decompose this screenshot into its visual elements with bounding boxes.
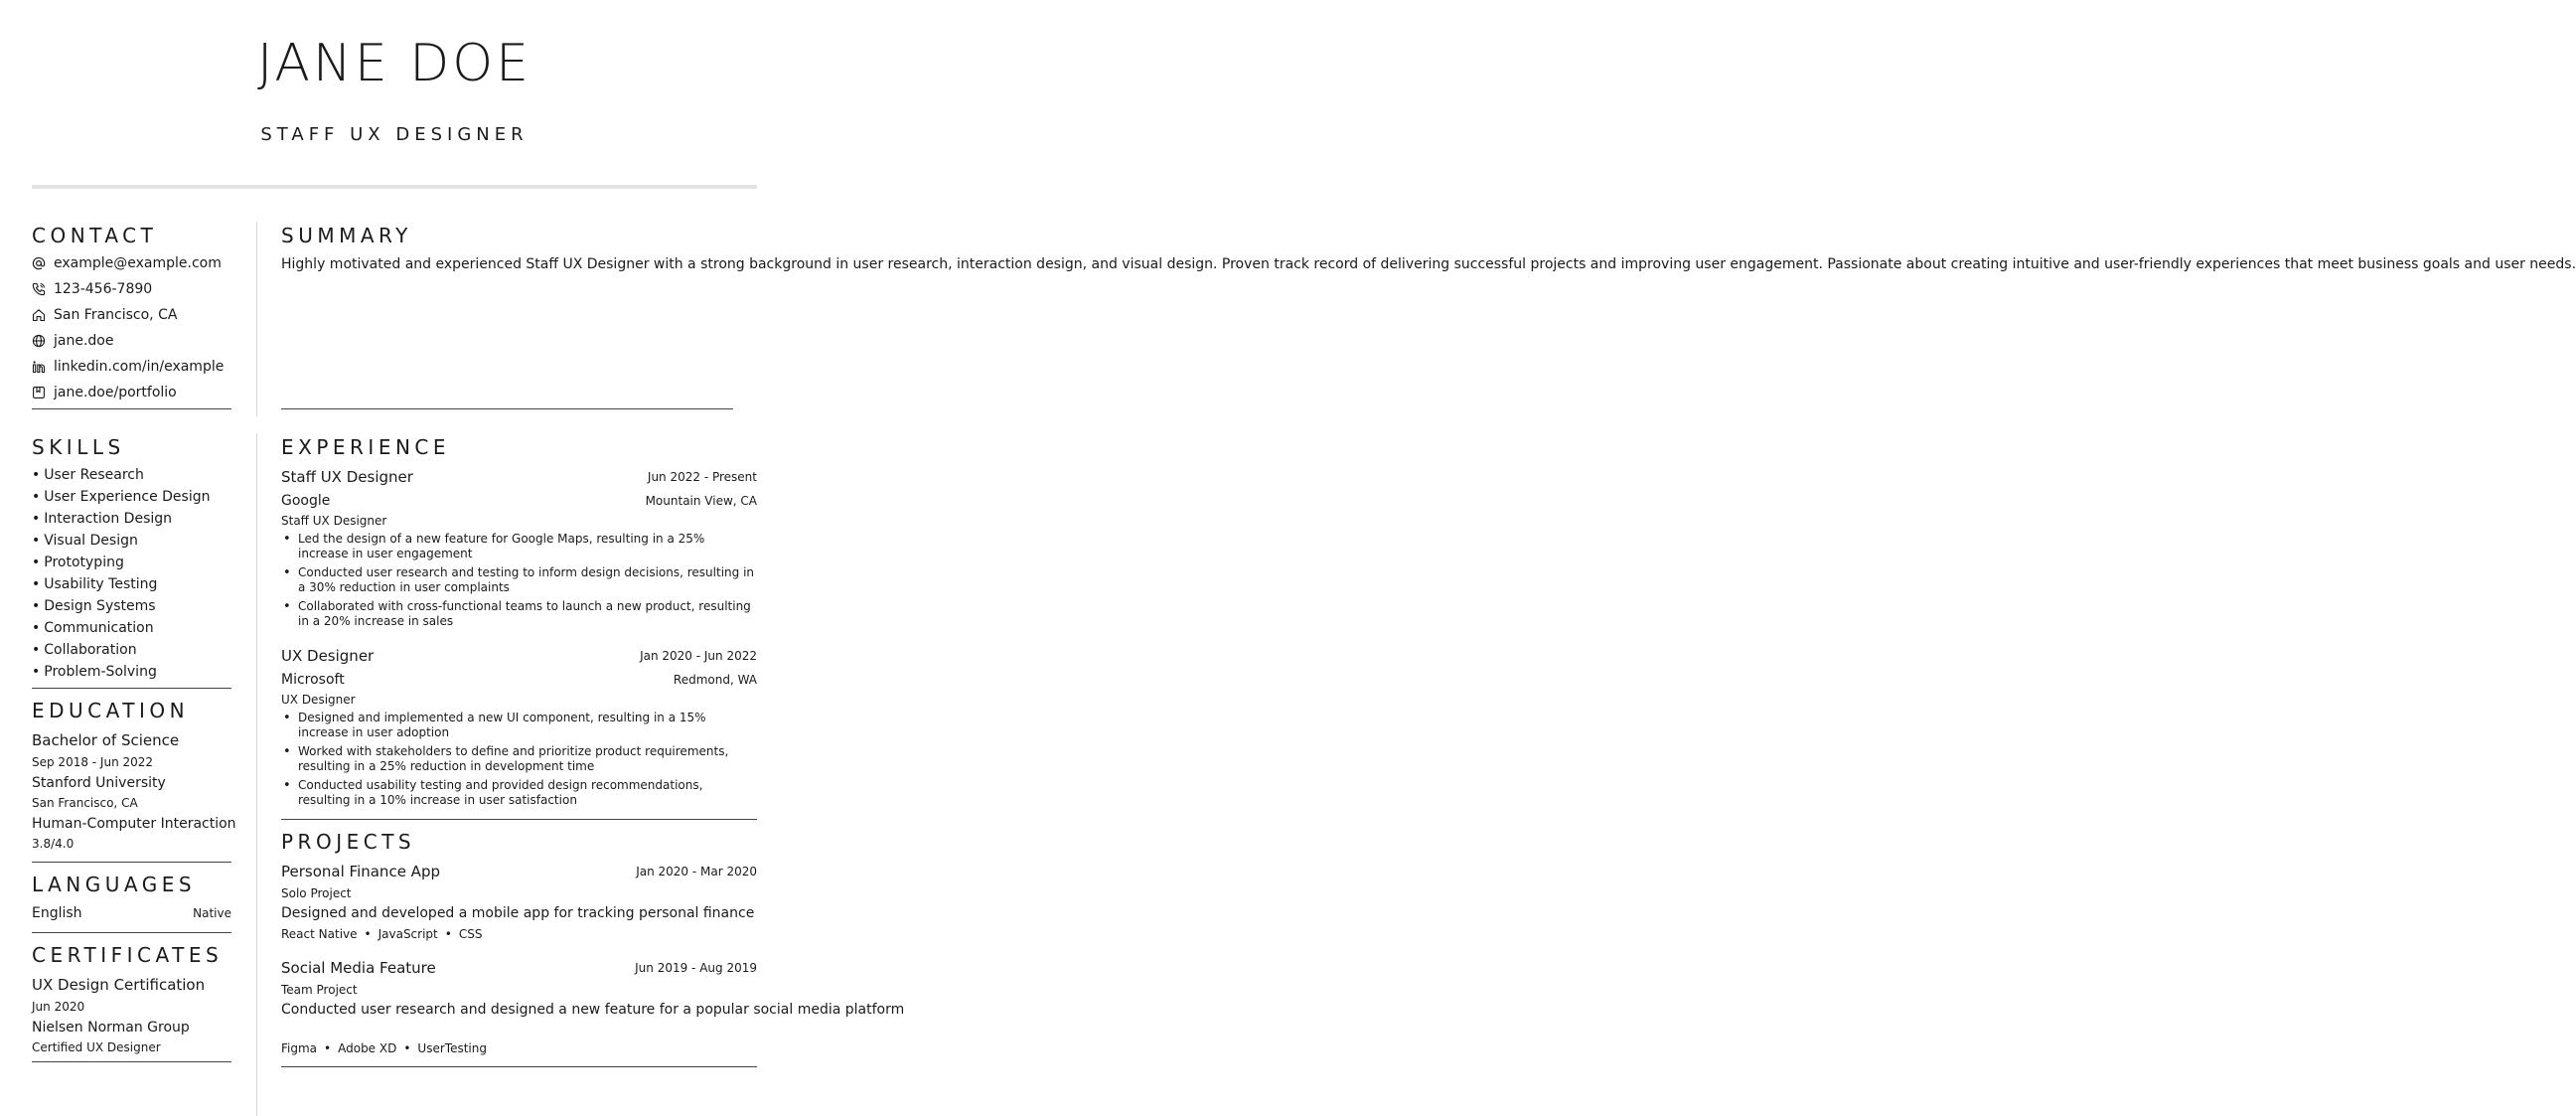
skill-item: • Collaboration xyxy=(32,641,137,659)
column-divider-bottom xyxy=(256,433,257,1116)
summary-heading: SUMMARY xyxy=(281,224,412,247)
certificate-date: Certified UX Designer xyxy=(32,1040,161,1054)
job-role: UX Designer xyxy=(281,693,356,707)
summary-text: Highly motivated and experienced Staff UX Designer with a strong background in user research, interaction design, and visual design. Proven track record of delivering successful projects and improving user engagement. Passionate about creating intuitive and user-friendly experiences that meet business goals and user needs. xyxy=(281,256,2576,272)
phone-icon xyxy=(32,282,46,296)
contact-heading: CONTACT xyxy=(32,224,158,247)
experience-divider xyxy=(281,819,757,820)
contact-website-text: jane.doe xyxy=(54,333,114,349)
home-icon xyxy=(32,308,46,322)
project-tag: Adobe XD xyxy=(338,1041,397,1055)
skill-item: • Communication xyxy=(32,619,154,637)
project-description: Conducted user research and designed a new feature for a popular social media platform xyxy=(281,1002,905,1018)
contact-portfolio-text: jane.doe/portfolio xyxy=(54,385,177,400)
project-tags: React Native • JavaScript • CSS xyxy=(281,927,483,941)
language-name: English xyxy=(32,905,82,921)
job-title: UX Designer xyxy=(281,647,375,665)
skill-item: • Usability Testing xyxy=(32,575,157,593)
candidate-name: JANE DOE xyxy=(256,34,532,93)
contact-email-text: example@example.com xyxy=(54,255,222,271)
summary-divider xyxy=(281,408,733,409)
skill-item: • User Research xyxy=(32,466,144,484)
project-description: Designed and developed a mobile app for tracking personal finance xyxy=(281,905,755,921)
project-dates: Jun 2019 - Aug 2019 xyxy=(635,961,757,975)
candidate-title: STAFF UX DESIGNER xyxy=(260,124,529,145)
projects-divider xyxy=(281,1066,757,1067)
contact-location-text: San Francisco, CA xyxy=(54,307,178,323)
project-type: Team Project xyxy=(281,983,358,997)
project-name: Personal Finance App xyxy=(281,863,440,880)
project-dates: Jan 2020 - Mar 2020 xyxy=(636,865,757,878)
education-gpa: 3.8/4.0 xyxy=(32,837,75,851)
certificates-heading: CERTIFICATES xyxy=(32,943,224,967)
job-title: Staff UX Designer xyxy=(281,468,413,486)
contact-phone-text: 123-456-7890 xyxy=(54,281,153,297)
column-divider-top xyxy=(256,222,257,416)
certificate-date: Jun 2020 xyxy=(32,1000,85,1014)
skill-item: • Visual Design xyxy=(32,532,138,550)
job-location: Mountain View, CA xyxy=(645,494,757,508)
linkedin-icon xyxy=(32,360,46,374)
skill-item: • Design Systems xyxy=(32,597,156,615)
language-level: Native xyxy=(193,906,231,920)
project-tag: UserTesting xyxy=(417,1041,487,1055)
job-role: Staff UX Designer xyxy=(281,514,387,528)
skill-item: • Problem-Solving xyxy=(32,663,157,681)
project-tags: Figma • Adobe XD • UserTesting xyxy=(281,1041,487,1055)
globe-icon xyxy=(32,334,46,348)
project-tag: React Native xyxy=(281,927,358,941)
project-tag: CSS xyxy=(458,927,483,941)
job-company: Google xyxy=(281,493,331,509)
project-name: Social Media Feature xyxy=(281,959,436,977)
project-type: Solo Project xyxy=(281,886,352,900)
project-tag: JavaScript xyxy=(378,927,438,941)
contact-linkedin-text: linkedin.com/in/example xyxy=(54,359,225,375)
header-divider xyxy=(32,185,757,189)
certificate-name: UX Design Certification xyxy=(32,976,206,994)
projects-heading: PROJECTS xyxy=(281,830,416,854)
experience-heading: EXPERIENCE xyxy=(281,435,451,459)
education-location: San Francisco, CA xyxy=(32,796,138,810)
certificates-divider xyxy=(32,1061,231,1062)
skill-item: • Interaction Design xyxy=(32,510,172,528)
at-icon xyxy=(32,256,46,270)
education-dates: Sep 2018 - Jun 2022 xyxy=(32,755,154,769)
portfolio-icon xyxy=(32,386,46,399)
languages-heading: LANGUAGES xyxy=(32,873,197,896)
skill-item: • User Experience Design xyxy=(32,488,211,506)
skills-divider xyxy=(32,688,231,689)
skill-item: • Prototyping xyxy=(32,554,124,571)
job-company: Microsoft xyxy=(281,672,345,688)
certificate-name: Nielsen Norman Group xyxy=(32,1020,190,1036)
languages-divider xyxy=(32,932,231,933)
education-heading: EDUCATION xyxy=(32,699,190,722)
project-tag: Figma xyxy=(281,1041,318,1055)
education-field: Human-Computer Interaction xyxy=(32,816,236,832)
education-degree: Bachelor of Science xyxy=(32,731,180,749)
job-dates: Jan 2020 - Jun 2022 xyxy=(640,649,757,663)
contact-divider xyxy=(32,408,231,409)
job-location: Redmond, WA xyxy=(673,673,757,687)
education-school: Stanford University xyxy=(32,775,166,791)
skills-heading: SKILLS xyxy=(32,435,125,459)
job-dates: Jun 2022 - Present xyxy=(647,470,757,484)
education-divider xyxy=(32,862,231,863)
